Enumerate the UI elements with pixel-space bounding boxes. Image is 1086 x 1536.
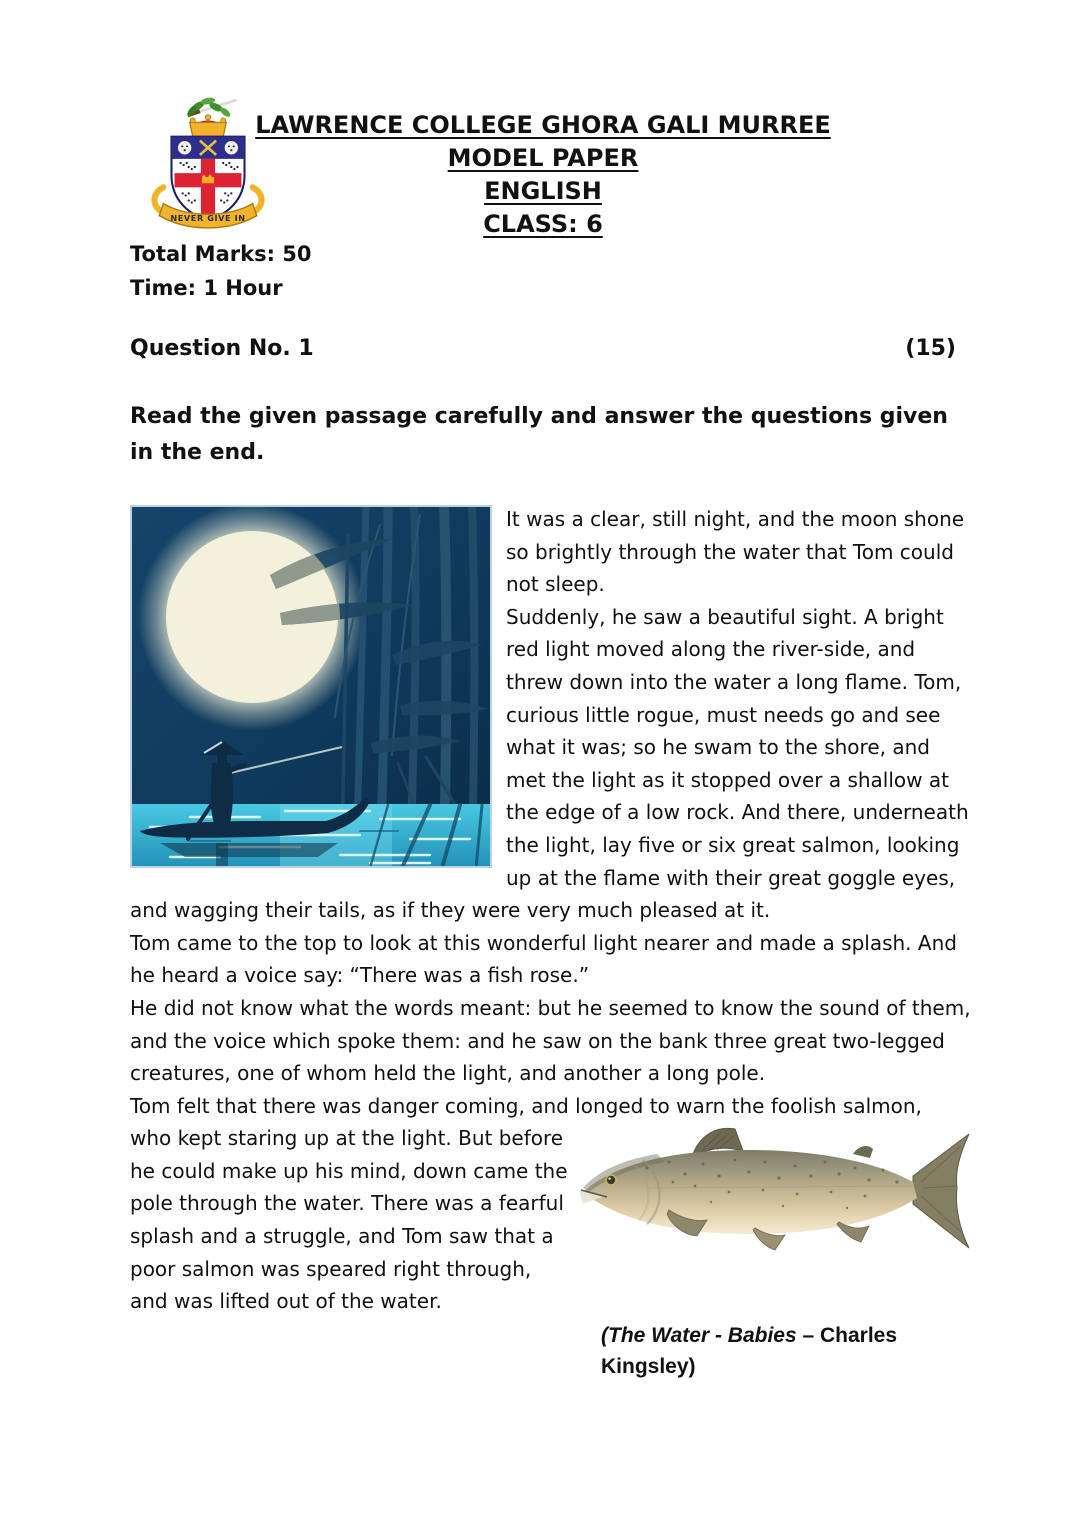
paper-type-line bbox=[0, 143, 1086, 176]
question-number: Question No. 1 bbox=[130, 336, 314, 361]
class-line bbox=[0, 209, 1086, 242]
paper-type: MODEL PAPER bbox=[447, 144, 639, 172]
passage-paragraph-6: who kept staring up at the light. But before he could make up his mind, down came the pole through the water. There was a fearful splash and a struggle, and Tom saw that a poor salmon was speared right through, and was lifted out of the water. bbox=[130, 1126, 568, 1314]
salmon-image bbox=[577, 1124, 975, 1256]
salmon-graphic bbox=[577, 1124, 975, 1256]
question-marks: (15) bbox=[905, 336, 956, 361]
subject-line bbox=[0, 176, 1086, 209]
time-allowed: Time: 1 Hour bbox=[130, 276, 283, 300]
reading-passage bbox=[130, 503, 975, 1318]
source-citation bbox=[601, 1320, 933, 1382]
paper-titles bbox=[0, 110, 1086, 242]
class-label: CLASS: 6 bbox=[483, 210, 603, 238]
passage-paragraph-4: He did not know what the words meant: but he seemed to know the sound of them, and the voice which spoke them: and he saw on the bank three great two-legged creatures, one of whom held the light, and another a long pole. bbox=[130, 995, 971, 1086]
fish-anal-fin bbox=[837, 1222, 869, 1242]
passage-paragraph-2: Suddenly, he saw a beautiful sight. A bright red light moved along the river-side, and threw down into the water a long flame. Tom, curious little rogue, must needs go and see what it was; so he swam to the shore, and met the light as it stopped over a shallow at the edge of a low rock. And there, underneath the light, lay five or six great salmon, looking up at the flame with their great goggle eyes, and wagging their tails, as if they were very much pleased at it. bbox=[130, 604, 969, 923]
moon-scene-graphic bbox=[130, 505, 492, 868]
question-row bbox=[130, 336, 956, 361]
instruction-text: Read the given passage carefully and answer the questions given in the end. bbox=[130, 404, 948, 465]
passage-paragraph-5: Tom felt that there was danger coming, and longed to warn the foolish salmon, bbox=[130, 1093, 922, 1118]
moonlit-fishing-illustration bbox=[130, 505, 492, 868]
subject: ENGLISH bbox=[484, 177, 602, 205]
fish-eye bbox=[606, 1175, 616, 1185]
fish-adipose-fin bbox=[853, 1146, 873, 1158]
citation-book-title: (The Water - Babies bbox=[601, 1324, 797, 1347]
school-name-line bbox=[0, 110, 1086, 143]
fish-tail-fin bbox=[913, 1134, 969, 1248]
total-marks: Total Marks: 50 bbox=[130, 242, 312, 266]
school-name: LAWRENCE COLLEGE GHORA GALI MURREE bbox=[255, 111, 831, 139]
passage-paragraph-1: It was a clear, still night, and the moon shone so brightly through the water that Tom could not sleep. bbox=[506, 507, 965, 597]
passage-paragraph-3: Tom came to the top to look at this wonderful light nearer and made a splash. And he heard a voice say: “There was a fish rose.” bbox=[130, 930, 957, 988]
crest-motto-text: NEVER GIVE IN bbox=[170, 212, 246, 223]
citation-author: – Charles Kingsley) bbox=[601, 1324, 898, 1378]
